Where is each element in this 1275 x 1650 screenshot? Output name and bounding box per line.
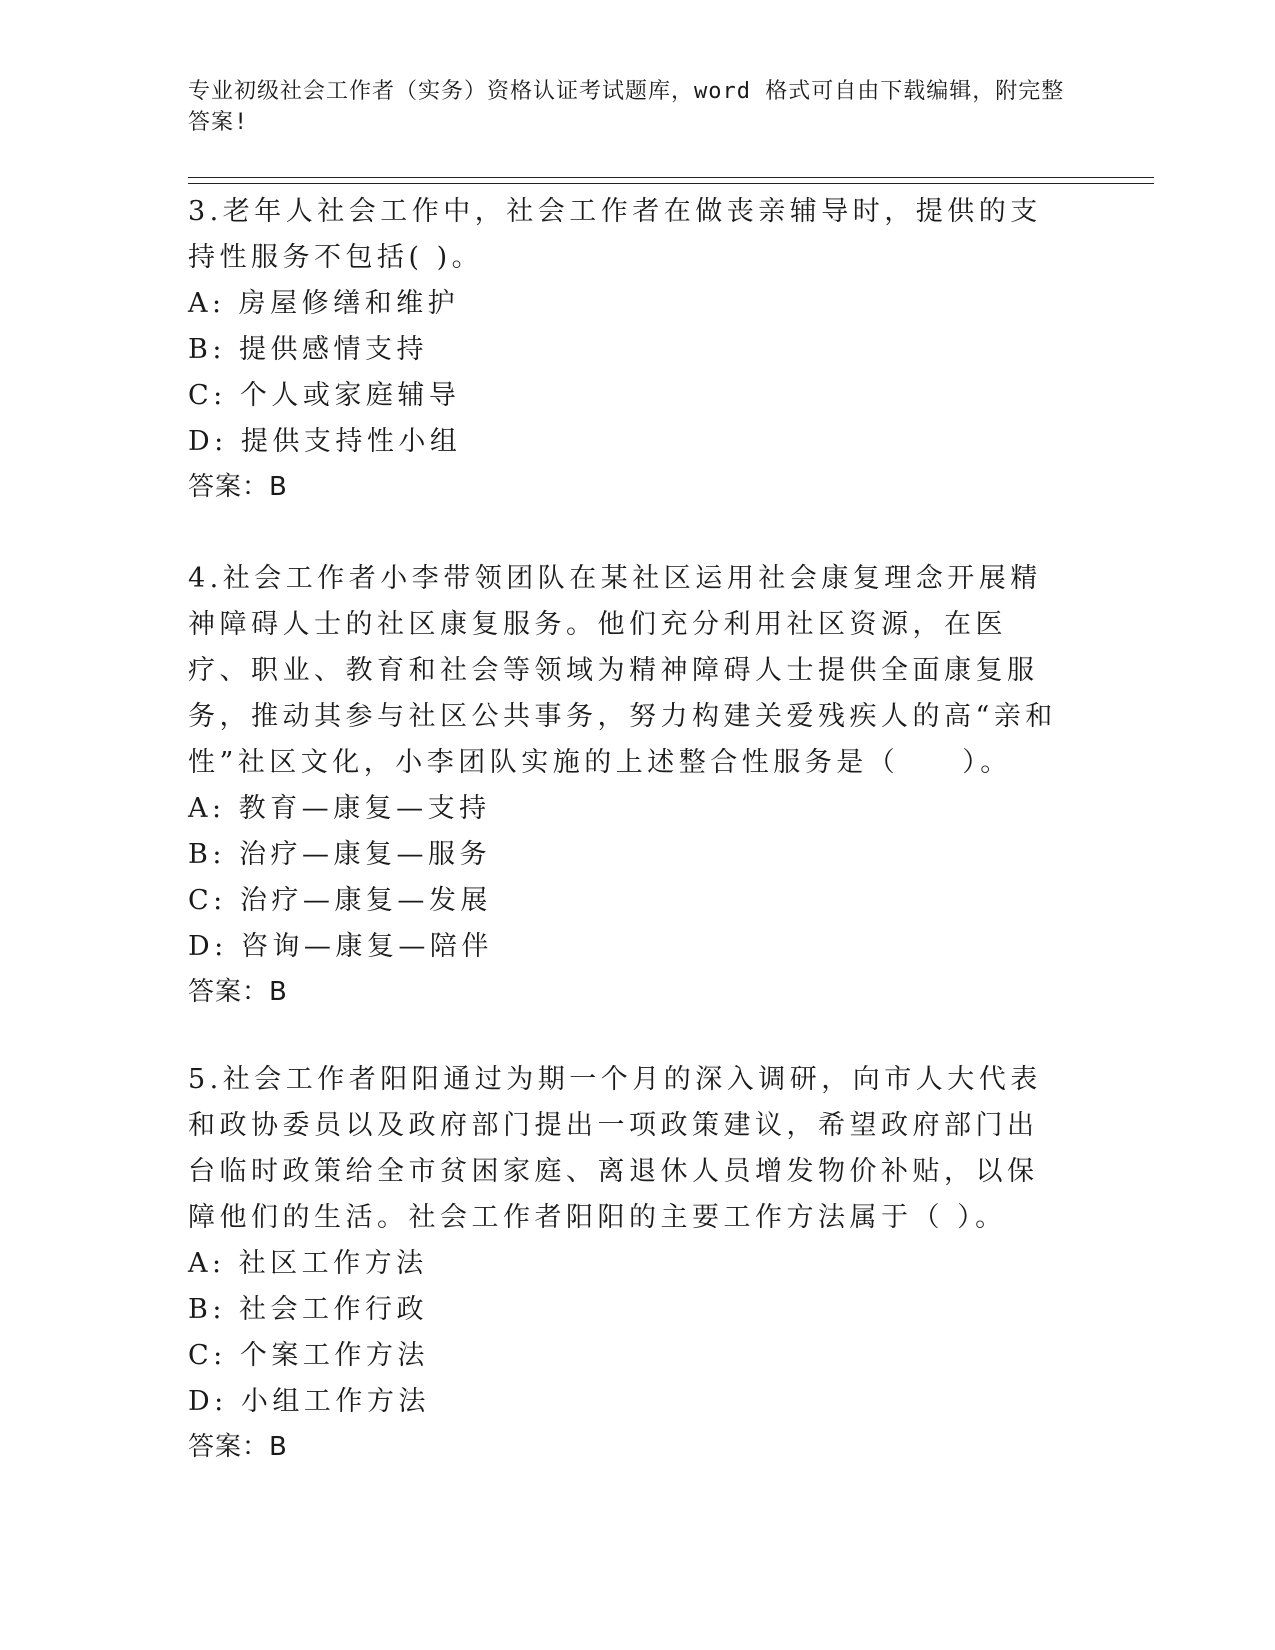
header-divider-bottom — [188, 183, 1154, 184]
option-c: C: 个人或家庭辅导 — [188, 380, 461, 411]
question-stem: 3.老年人社会工作中，社会工作者在做丧亲辅导时，提供的支持性服务不包括( )。 — [188, 196, 1042, 273]
question-4 — [188, 556, 1068, 1014]
question-5 — [188, 1057, 1068, 1469]
option-a: A: 房屋修缮和维护 — [188, 288, 460, 319]
answer-line: 答案：B — [188, 1432, 288, 1462]
answer-line: 答案：B — [188, 977, 288, 1007]
question-stem: 5.社会工作者阳阳通过为期一个月的深入调研，向市人大代表和政协委员以及政府部门提出一项政策建议，希望政府部门出台临时政策给全市贫困家庭、离退休人员增发物价补贴，以保障他们的生活。社会工作者阳阳的主要工作方法属于（ ）。 — [188, 1064, 1042, 1233]
option-a: A: 教育—康复—支持 — [188, 793, 491, 824]
option-b: B: 治疗—康复—服务 — [188, 839, 492, 870]
question-3 — [188, 189, 1068, 509]
header-divider-top — [188, 177, 1154, 178]
answer-line: 答案：B — [188, 472, 288, 502]
option-b: B: 提供感情支持 — [188, 334, 429, 365]
option-c: C: 治疗—康复—发展 — [188, 885, 492, 916]
question-stem: 4.社会工作者小李带领团队在某社区运用社会康复理念开展精神障碍人士的社区康复服务。他们充分利用社区资源，在医疗、职业、教育和社会等领域为精神障碍人士提供全面康复服务，推动其参与社区公共事务，努力构建关爱残疾人的高“亲和性”社区文化，小李团队实施的上述整合性服务是（ ）。 — [188, 563, 1057, 778]
option-c: C: 个案工作方法 — [188, 1340, 429, 1371]
option-d: D: 提供支持性小组 — [188, 426, 462, 457]
option-d: D: 小组工作方法 — [188, 1386, 430, 1417]
option-b: B: 社会工作行政 — [188, 1294, 429, 1325]
option-d: D: 咨询—康复—陪伴 — [188, 931, 493, 962]
document-header: 专业初级社会工作者（实务）资格认证考试题库，word 格式可自由下载编辑，附完整答案! — [188, 79, 1065, 135]
option-a: A: 社区工作方法 — [188, 1248, 428, 1279]
